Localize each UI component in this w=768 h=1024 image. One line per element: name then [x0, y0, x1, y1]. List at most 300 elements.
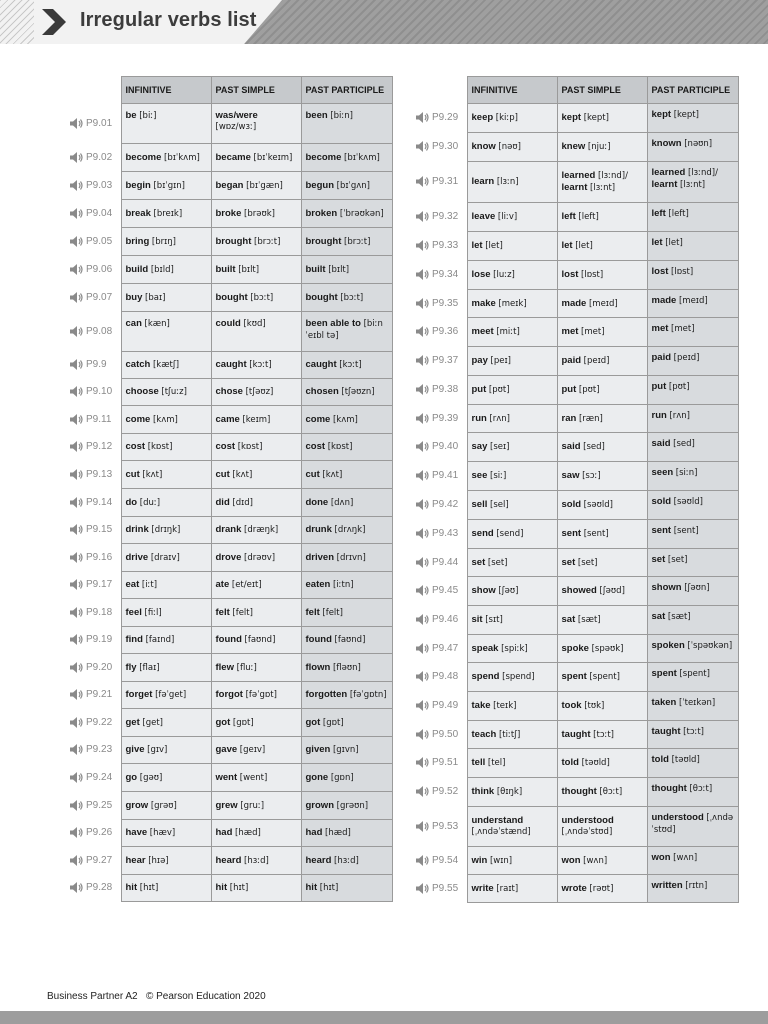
verb-phonetic: [let] — [485, 241, 503, 251]
verb-row — [70, 627, 392, 654]
verb-word: knew — [561, 141, 586, 152]
speaker-icon[interactable] — [70, 635, 86, 646]
audio-track-cell[interactable] — [416, 491, 467, 520]
infinitive-cell — [467, 491, 557, 520]
verb-phonetic: [bɪld] — [150, 264, 174, 275]
audio-track-cell[interactable] — [416, 663, 467, 692]
audio-track-cell[interactable] — [416, 290, 467, 318]
past-simple-cell — [557, 376, 647, 405]
audio-track-cell[interactable] — [70, 875, 121, 902]
audio-track-cell[interactable] — [70, 517, 121, 544]
past-simple-cell — [557, 347, 647, 376]
verb-word: buy — [125, 291, 143, 303]
audio-track-cell[interactable] — [416, 462, 467, 491]
verb-word: set — [471, 556, 486, 568]
past-simple-cell — [557, 692, 647, 721]
verb-word: built — [305, 263, 326, 275]
audio-track-cell[interactable] — [416, 807, 467, 847]
verb-phonetic: [set] — [577, 557, 598, 568]
audio-track-cell[interactable] — [416, 376, 467, 405]
past-simple-cell — [557, 462, 647, 491]
speaker-icon[interactable] — [416, 729, 432, 740]
audio-track-cell[interactable] — [70, 847, 121, 875]
past-participle-cell — [647, 749, 738, 778]
speaker-icon[interactable] — [70, 690, 86, 701]
audio-track-label: P9.55 — [432, 883, 459, 895]
audio-track-label: P9.05 — [86, 236, 113, 248]
verb-phonetic: [kept] — [673, 110, 699, 120]
speaker-icon[interactable] — [416, 855, 432, 866]
verb-phonetic: [iːtn] — [332, 580, 354, 590]
past-simple-cell — [211, 379, 301, 406]
audio-track-label: P9.14 — [86, 497, 113, 509]
speaker-icon[interactable] — [416, 442, 432, 453]
past-participle-cell — [647, 347, 738, 376]
audio-track-cell[interactable] — [70, 172, 121, 200]
verb-phonetic: [bɪˈgʌn] — [336, 180, 370, 191]
speaker-icon[interactable] — [416, 413, 432, 424]
verb-phonetic: [spent] — [589, 672, 620, 682]
speaker-icon[interactable] — [70, 497, 86, 508]
verb-word: catch — [125, 359, 151, 370]
verb-word: see — [471, 470, 488, 481]
verb-row — [70, 709, 392, 737]
audio-track-cell[interactable] — [70, 228, 121, 256]
infinitive-cell — [121, 379, 211, 406]
speaker-icon[interactable] — [70, 883, 86, 894]
audio-track-cell[interactable] — [70, 312, 121, 352]
audio-track-label: P9.10 — [86, 386, 113, 398]
verb-word: had — [305, 827, 323, 838]
past-participle-cell — [301, 284, 392, 312]
speaker-icon[interactable] — [70, 360, 86, 371]
verb-phonetic: [kiːp] — [495, 113, 518, 123]
verb-word: taught — [651, 726, 681, 737]
speaker-icon[interactable] — [70, 292, 86, 303]
audio-track-cell[interactable] — [416, 577, 467, 606]
verb-word: was/were — [215, 110, 258, 121]
verb-phonetic: [səʊld] — [583, 500, 613, 510]
verb-word-alt: learnt — [651, 179, 678, 190]
audio-track-cell[interactable] — [416, 232, 467, 261]
verb-word: had — [215, 827, 233, 838]
verb-row — [416, 433, 738, 462]
past-simple-cell — [211, 489, 301, 517]
speaker-icon[interactable] — [70, 580, 86, 591]
past-participle-cell — [301, 172, 392, 200]
past-simple-cell — [211, 104, 301, 144]
verb-word: drive — [125, 551, 149, 563]
speaker-icon[interactable] — [70, 387, 86, 398]
verb-row — [70, 792, 392, 820]
infinitive-cell — [467, 520, 557, 549]
verb-word: sat — [651, 611, 666, 622]
verb-word: took — [561, 700, 582, 711]
past-participle-cell — [647, 491, 738, 520]
past-simple-cell — [557, 847, 647, 875]
audio-track-label: P9.43 — [432, 528, 459, 540]
speaker-icon[interactable] — [416, 212, 432, 223]
past-simple-cell — [557, 162, 647, 203]
verb-word: given — [305, 744, 331, 755]
audio-track-cell[interactable] — [416, 847, 467, 875]
audio-track-cell[interactable] — [70, 256, 121, 284]
infinitive-cell — [121, 599, 211, 627]
verb-phonetic: [meɪd] — [588, 298, 618, 309]
verb-phonetic: [θɔːt] — [599, 787, 623, 797]
speaker-icon[interactable] — [70, 326, 86, 337]
infinitive-cell — [467, 347, 557, 376]
audio-track-cell[interactable] — [70, 709, 121, 737]
verb-word: forget — [125, 689, 153, 700]
verb-word-alt: learnt — [561, 182, 588, 193]
verb-phonetic: [fəˈgɒt] — [245, 690, 277, 700]
verb-phonetic: [lɒst] — [581, 270, 604, 280]
verb-phonetic: [sɪt] — [485, 615, 503, 625]
past-participle-cell — [647, 875, 738, 903]
verb-word: become — [125, 151, 162, 163]
past-simple-cell — [557, 318, 647, 347]
verb-word: spoken — [651, 640, 685, 651]
verb-phonetic: [kʌt] — [232, 469, 253, 480]
infinitive-cell — [121, 489, 211, 517]
audio-track-cell[interactable] — [70, 764, 121, 792]
audio-track-label: P9.15 — [86, 524, 113, 536]
verb-phonetic: [et/eɪt] — [231, 580, 262, 590]
verb-phonetic: [met] — [581, 327, 605, 337]
verb-phonetic: [brɔːt] — [254, 236, 281, 247]
infinitive-cell — [467, 549, 557, 577]
verb-word: grew — [215, 799, 238, 811]
audio-track-cell[interactable] — [416, 692, 467, 721]
audio-track-label: P9.38 — [432, 384, 459, 396]
speaker-icon[interactable] — [416, 557, 432, 568]
speaker-icon[interactable] — [70, 800, 86, 811]
speaker-icon[interactable] — [416, 177, 432, 188]
verb-word: told — [561, 757, 579, 768]
column-header-infinitive: INFINITIVE — [467, 77, 557, 104]
past-participle-cell — [301, 228, 392, 256]
verb-word: sold — [651, 496, 672, 507]
audio-track-label: P9.50 — [432, 729, 459, 741]
verb-phonetic: [teɪk] — [493, 701, 517, 711]
infinitive-cell — [121, 682, 211, 709]
audio-track-cell[interactable] — [70, 627, 121, 654]
speaker-icon[interactable] — [416, 385, 432, 396]
past-participle-cell — [647, 405, 738, 433]
verb-word: said — [651, 438, 671, 449]
past-participle-cell — [301, 875, 392, 902]
speaker-icon[interactable] — [70, 745, 86, 756]
verb-word: write — [471, 882, 494, 894]
speaker-icon[interactable] — [416, 356, 432, 367]
past-simple-cell — [211, 228, 301, 256]
verb-word: send — [471, 528, 494, 539]
verb-phonetic: [lɜːnd]/ — [687, 168, 718, 178]
past-simple-cell — [557, 807, 647, 847]
verb-row — [70, 489, 392, 517]
audio-track-cell[interactable] — [416, 133, 467, 162]
verb-word: set — [561, 556, 576, 568]
verb-word: began — [215, 179, 244, 191]
verb-phonetic: [səʊld] — [673, 497, 703, 507]
verb-row — [70, 104, 392, 144]
verb-word: speak — [471, 642, 499, 654]
audio-track-cell[interactable] — [416, 606, 467, 635]
verb-word: give — [125, 744, 145, 755]
past-participle-cell — [301, 461, 392, 489]
verb-word: been — [305, 110, 328, 121]
audio-track-cell[interactable] — [416, 318, 467, 347]
verb-phonetic: [bɪˈkʌm] — [164, 152, 200, 163]
past-participle-cell — [301, 627, 392, 654]
verb-phonetic: [get] — [142, 717, 163, 728]
speaker-icon[interactable] — [416, 500, 432, 511]
verb-word: did — [215, 496, 230, 508]
past-participle-cell — [647, 606, 738, 635]
speaker-icon[interactable] — [416, 327, 432, 338]
verb-phonetic: [spent] — [679, 669, 710, 679]
verb-phonetic: [nəʊn] — [684, 139, 713, 149]
verb-word: understand — [471, 815, 524, 826]
audio-track-cell[interactable] — [70, 489, 121, 517]
verb-phonetic: [hɜːd] — [334, 855, 359, 866]
speaker-icon[interactable] — [70, 469, 86, 480]
audio-track-cell[interactable] — [70, 461, 121, 489]
verb-word: put — [561, 384, 577, 395]
audio-track-label: P9.51 — [432, 757, 459, 769]
speaker-icon[interactable] — [416, 113, 432, 124]
column-header-past-participle: PAST PARTICIPLE — [301, 77, 392, 104]
verb-word: learn — [471, 176, 495, 187]
footer-bar — [0, 1011, 768, 1024]
verb-row — [416, 606, 738, 635]
verb-row — [416, 749, 738, 778]
audio-track-cell[interactable] — [70, 820, 121, 847]
verb-phonetic: [left] — [668, 209, 689, 219]
verb-phonetic: [ˌʌndəˈstʊd] — [561, 827, 613, 837]
verb-phonetic: [hɪt] — [139, 883, 159, 893]
audio-track-cell[interactable] — [416, 635, 467, 663]
verb-phonetic: [bɪlt] — [328, 264, 350, 275]
past-simple-cell — [557, 232, 647, 261]
audio-track-cell[interactable] — [416, 347, 467, 376]
audio-track-cell[interactable] — [416, 721, 467, 749]
audio-track-cell[interactable] — [70, 144, 121, 172]
verb-phonetic: [bɪlt] — [238, 264, 260, 275]
verb-phonetic: [flaɪ] — [139, 662, 160, 673]
verb-phonetic: [siː] — [490, 471, 507, 481]
verb-row — [416, 692, 738, 721]
verb-row — [416, 778, 738, 807]
speaker-icon[interactable] — [70, 442, 86, 453]
verb-word: gave — [215, 744, 238, 755]
infinitive-cell — [121, 792, 211, 820]
verb-row — [416, 635, 738, 663]
verb-word: begin — [125, 179, 151, 191]
verb-word: got — [305, 716, 321, 728]
column-header-infinitive: INFINITIVE — [121, 77, 211, 104]
verb-word: drink — [125, 524, 149, 535]
verb-word: know — [471, 141, 496, 152]
audio-track-cell[interactable] — [70, 352, 121, 379]
verb-phonetic: [brɪŋ] — [151, 236, 176, 247]
speaker-icon[interactable] — [416, 298, 432, 309]
verb-word: feel — [125, 606, 142, 618]
audio-track-cell[interactable] — [70, 654, 121, 682]
speaker-icon[interactable] — [416, 586, 432, 597]
verb-row — [416, 663, 738, 692]
audio-track-cell[interactable] — [416, 405, 467, 433]
audio-track-cell[interactable] — [70, 434, 121, 461]
speaker-icon[interactable] — [70, 236, 86, 247]
verb-word: ate — [215, 579, 230, 590]
audio-track-cell[interactable] — [70, 104, 121, 144]
verb-phonetic: [bɪˈkʌm] — [344, 152, 380, 163]
past-participle-cell — [647, 376, 738, 405]
audio-track-cell[interactable] — [416, 778, 467, 807]
past-participle-cell — [301, 352, 392, 379]
verb-phonetic: [ˈteɪkən] — [678, 698, 716, 708]
audio-track-cell[interactable] — [416, 261, 467, 290]
verb-phonetic: [kʌt] — [142, 469, 163, 480]
audio-track-cell[interactable] — [70, 284, 121, 312]
past-participle-cell — [301, 312, 392, 352]
speaker-icon[interactable] — [70, 855, 86, 866]
verb-phonetic: [θɔːt] — [689, 784, 713, 794]
audio-track-cell[interactable] — [70, 406, 121, 434]
verb-phonetic: [təʊld] — [671, 755, 700, 765]
audio-track-label: P9.16 — [86, 552, 113, 564]
speaker-icon[interactable] — [416, 643, 432, 654]
speaker-icon[interactable] — [416, 615, 432, 626]
verb-row — [70, 875, 392, 902]
speaker-icon[interactable] — [70, 772, 86, 783]
speaker-icon[interactable] — [70, 264, 86, 275]
speaker-icon[interactable] — [416, 142, 432, 153]
verb-word: found — [215, 634, 242, 645]
verb-row — [416, 203, 738, 232]
audio-track-cell[interactable] — [416, 520, 467, 549]
past-simple-cell — [211, 434, 301, 461]
verb-phonetic: [tʃəʊzn] — [341, 387, 375, 397]
speaker-icon[interactable] — [416, 701, 432, 712]
header-banner — [0, 0, 768, 44]
speaker-icon[interactable] — [70, 607, 86, 618]
audio-track-cell[interactable] — [70, 599, 121, 627]
audio-track-cell[interactable] — [416, 433, 467, 462]
audio-track-cell[interactable] — [416, 875, 467, 903]
verb-word: teach — [471, 728, 497, 740]
speaker-icon[interactable] — [416, 471, 432, 482]
speaker-icon[interactable] — [416, 821, 432, 832]
verb-phonetic: [bɪˈkeɪm] — [253, 152, 293, 163]
verb-phonetic: [drɪŋk] — [151, 525, 181, 535]
speaker-icon[interactable] — [70, 118, 86, 129]
speaker-icon[interactable] — [70, 552, 86, 563]
verb-phonetic: [pʊt] — [668, 382, 690, 392]
verb-row — [70, 256, 392, 284]
verb-word: driven — [305, 551, 335, 563]
verb-word: think — [471, 786, 495, 797]
column-header-past-simple: PAST SIMPLE — [557, 77, 647, 104]
verb-phonetic: [miːt] — [496, 327, 520, 337]
speaker-icon[interactable] — [70, 414, 86, 425]
audio-track-cell[interactable] — [70, 737, 121, 764]
audio-track-cell[interactable] — [416, 549, 467, 577]
verb-row — [70, 682, 392, 709]
verb-phonetic: [lɒst] — [671, 267, 694, 277]
audio-track-label: P9.08 — [86, 326, 113, 338]
speaker-icon[interactable] — [416, 529, 432, 540]
audio-track-label: P9.18 — [86, 607, 113, 619]
audio-track-cell[interactable] — [70, 792, 121, 820]
verb-word: became — [215, 151, 251, 163]
infinitive-cell — [467, 261, 557, 290]
speaker-icon[interactable] — [70, 208, 86, 219]
speaker-icon[interactable] — [416, 883, 432, 894]
verb-phonetic: [tʃəʊz] — [245, 387, 274, 397]
audio-track-label: P9.49 — [432, 700, 459, 712]
audio-track-label: P9.41 — [432, 470, 459, 482]
speaker-icon[interactable] — [70, 717, 86, 728]
past-simple-cell — [557, 433, 647, 462]
verb-phonetic: [iːt] — [141, 580, 158, 590]
speaker-icon[interactable] — [416, 241, 432, 252]
speaker-icon[interactable] — [416, 270, 432, 281]
past-simple-cell — [557, 577, 647, 606]
speaker-icon[interactable] — [70, 828, 86, 839]
audio-track-cell[interactable] — [70, 200, 121, 228]
audio-track-cell[interactable] — [70, 572, 121, 599]
past-simple-cell — [211, 200, 301, 228]
verb-word: let — [561, 240, 573, 251]
audio-track-cell[interactable] — [416, 749, 467, 778]
column-header-past-participle: PAST PARTICIPLE — [647, 77, 738, 104]
audio-track-cell[interactable] — [416, 162, 467, 203]
audio-track-cell[interactable] — [70, 544, 121, 572]
audio-track-label: P9.11 — [86, 414, 112, 426]
speaker-icon[interactable] — [70, 525, 86, 536]
audio-track-cell[interactable] — [70, 379, 121, 406]
audio-track-label: P9.29 — [432, 112, 459, 124]
verb-row — [70, 284, 392, 312]
verb-phonetic: [kʌm] — [332, 414, 358, 425]
verb-phonetic: [spiːk] — [501, 643, 528, 654]
audio-track-cell[interactable] — [416, 203, 467, 232]
verb-phonetic: [peɪ] — [490, 356, 511, 366]
speaker-icon[interactable] — [416, 787, 432, 798]
verb-word: told — [651, 754, 669, 765]
infinitive-cell — [121, 517, 211, 544]
speaker-icon[interactable] — [70, 152, 86, 163]
speaker-icon[interactable] — [70, 180, 86, 191]
verb-phonetic: [keɪm] — [242, 414, 271, 425]
infinitive-cell — [467, 376, 557, 405]
audio-track-label: P9.01 — [86, 118, 113, 130]
speaker-icon[interactable] — [416, 672, 432, 683]
speaker-icon[interactable] — [416, 758, 432, 769]
verb-phonetic: [brəʊk] — [244, 208, 275, 219]
audio-track-cell[interactable] — [416, 104, 467, 133]
verb-phonetic: [liːv] — [497, 212, 518, 222]
audio-track-cell[interactable] — [70, 682, 121, 709]
past-participle-cell — [301, 792, 392, 820]
verb-word: known — [651, 138, 682, 149]
verb-phonetic: [ʃəʊd] — [599, 586, 625, 596]
speaker-icon[interactable] — [70, 662, 86, 673]
past-simple-cell — [557, 635, 647, 663]
